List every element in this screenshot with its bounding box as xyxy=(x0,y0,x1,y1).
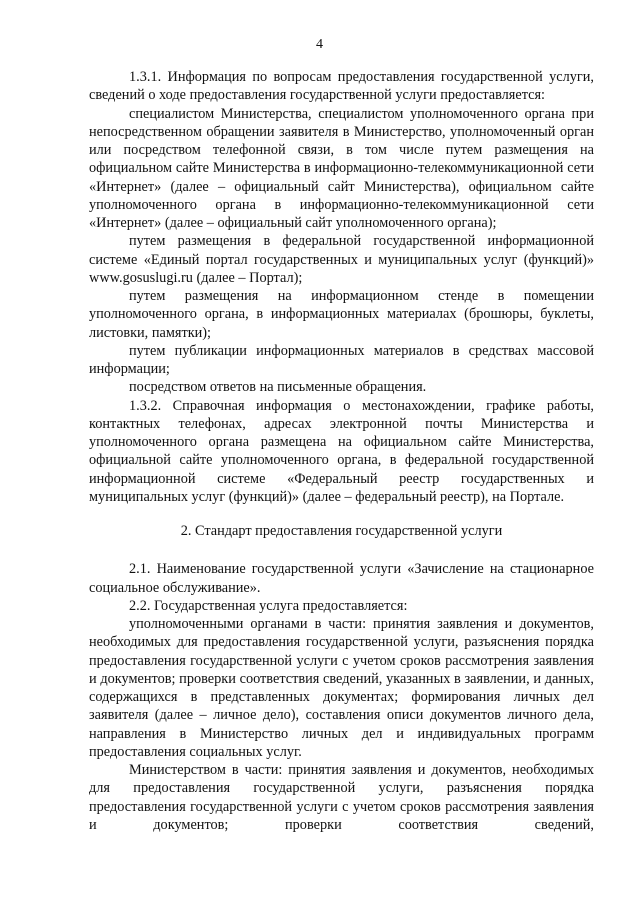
paragraph-written-requests: посредством ответов на письменные обращения. xyxy=(129,379,427,396)
paragraph-1-3-2: 1.3.2. Справочная информация о местонахождении, графике работы, контактных телефонах, адресах электронной почты Министерства и уполномоченного органа размещена на официальном сайте Министерства, официальной сайте уполномоченного органа, в федеральной государственной информационной системе «Федеральный реестр государственных и муниципальных услуг (функций)» (далее – федеральный реестр), на Портале. xyxy=(89,397,594,505)
paragraph-authorized-bodies: уполномоченными органами в части: принятия заявления и документов, необходимых для предоставления государственной услуги, разъяснения порядка предоставления государственной услуги с учетом сроков рассмотрения заявления и документов; проверки соответствия сведений, указанных в заявлении, и данных, содержащихся в представленных документах; формирования личных дел заявителя (далее – личное дело), составления описи документов личного дела, направления в Министерство личных дел и индивидуальных программ предоставления социальных услуг. xyxy=(89,616,594,760)
paragraph-2-1: 2.1. Наименование государственной услуги «Зачисление на стационарное социальное обслуживание». xyxy=(89,561,594,596)
paragraph-1-3-1: 1.3.1. Информация по вопросам предоставления государственной услуги, сведений о ходе предоставления государственной услуги предоставляется: xyxy=(89,69,594,104)
paragraph-ministry: Министерством в части: принятия заявления и документов, необходимых для предоставления государственной услуги, разъяснения порядка предоставления государственной услуги с учетом сроков рассмотрения заявления и документов; проверки соответствия сведений, xyxy=(89,762,594,833)
paragraph-info-stand: путем размещения на информационном стенде в помещении уполномоченного органа, в информационных материалах (брошюры, буклеты, листовки, памятки); xyxy=(89,288,594,341)
paragraph-specialist: специалистом Министерства, специалистом уполномоченного органа при непосредственном обращении заявителя в Министерство, уполномоченный орган или посредством телефонной связи, в том числе путем размещения на официальном сайте Министерства в информационно-телекоммуникационной сети «Интернет» (далее – официальный сайт Министерства), официальном сайте уполномоченного органа в информационно-телекоммуникационной сети «Интернет» (далее – официальный сайт уполномоченного органа); xyxy=(89,105,594,231)
section-heading: 2. Стандарт предоставления государственной услуги xyxy=(180,523,503,539)
paragraph-mass-media: путем публикации информационных материалов в средствах массовой информации; xyxy=(89,342,594,377)
paragraph-portal: путем размещения в федеральной государственной информационной системе «Единый портал государственных и муниципальных услуг (функций)» www.gosuslugi.ru (далее – Портал); xyxy=(89,233,594,286)
page-number: 4 xyxy=(316,37,323,52)
document-body xyxy=(89,68,594,834)
paragraph-2-2: 2.2. Государственная услуга предоставляется: xyxy=(129,597,408,614)
